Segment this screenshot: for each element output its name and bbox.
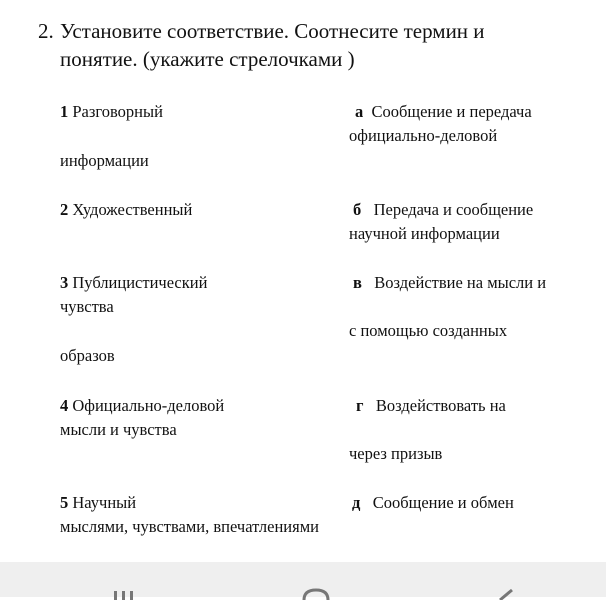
term-4-number: 4: [60, 396, 69, 415]
definition-v: [353, 273, 546, 293]
definition-a: [355, 102, 532, 122]
definition-g-line-2: через призыв: [349, 444, 443, 463]
definition-v-line-1: Воздействие на мысли и: [374, 273, 547, 292]
definition-g-line-1: Воздействовать на: [375, 396, 506, 415]
definition-a-letter: а: [355, 102, 364, 121]
definition-d: [352, 493, 514, 513]
term-5: [60, 493, 136, 513]
term-5-label: Научный: [72, 493, 137, 512]
term-2-label: Художественный: [72, 200, 193, 219]
task-title-line-1: Установите соответствие. Соотнесите термин и: [60, 19, 485, 43]
definition-b: [353, 200, 533, 220]
term-2: [60, 200, 192, 220]
term-1-label: Разговорный: [72, 102, 163, 121]
term-5-number: 5: [60, 493, 69, 512]
definition-a-line-1: Сообщение и передача: [371, 102, 532, 121]
term-3-label: Публицистический: [72, 273, 208, 292]
task-title-line-2: понятие. (укажите стрелочками ): [60, 47, 355, 71]
circle-icon[interactable]: [300, 588, 332, 600]
term-1-number: 1: [60, 102, 69, 121]
term-4-line-2: мысли и чувства: [60, 420, 177, 439]
term-1-continuation: информации: [60, 151, 149, 170]
check-icon[interactable]: [492, 588, 518, 600]
term-1: [60, 102, 163, 122]
grid-icon[interactable]: [113, 588, 139, 600]
term-3-number: 3: [60, 273, 69, 292]
definition-d-letter: д: [352, 493, 361, 512]
definition-v-line-2: с помощью созданных: [349, 321, 508, 340]
definition-b-line-1: Передача и сообщение: [373, 200, 534, 219]
bottom-toolbar: [0, 562, 606, 597]
definition-v-letter: в: [353, 273, 362, 292]
definition-b-letter: б: [353, 200, 362, 219]
term-3: [60, 273, 207, 293]
term-2-number: 2: [60, 200, 69, 219]
definition-g: [356, 396, 506, 416]
definition-b-line-2: научной информации: [349, 224, 500, 243]
term-4-label: Официально-деловой: [72, 396, 225, 415]
term-3-line-3: образов: [60, 346, 115, 365]
task-number: 2.: [38, 19, 54, 43]
term-4: [60, 396, 224, 416]
definition-d-line-1: Сообщение и обмен: [372, 493, 514, 512]
definition-a-line-2: официально-деловой: [349, 126, 498, 145]
definition-g-letter: г: [356, 396, 364, 415]
term-5-line-2: мыслями, чувствами, впечатлениями: [60, 517, 319, 536]
term-3-line-2: чувства: [60, 297, 114, 316]
